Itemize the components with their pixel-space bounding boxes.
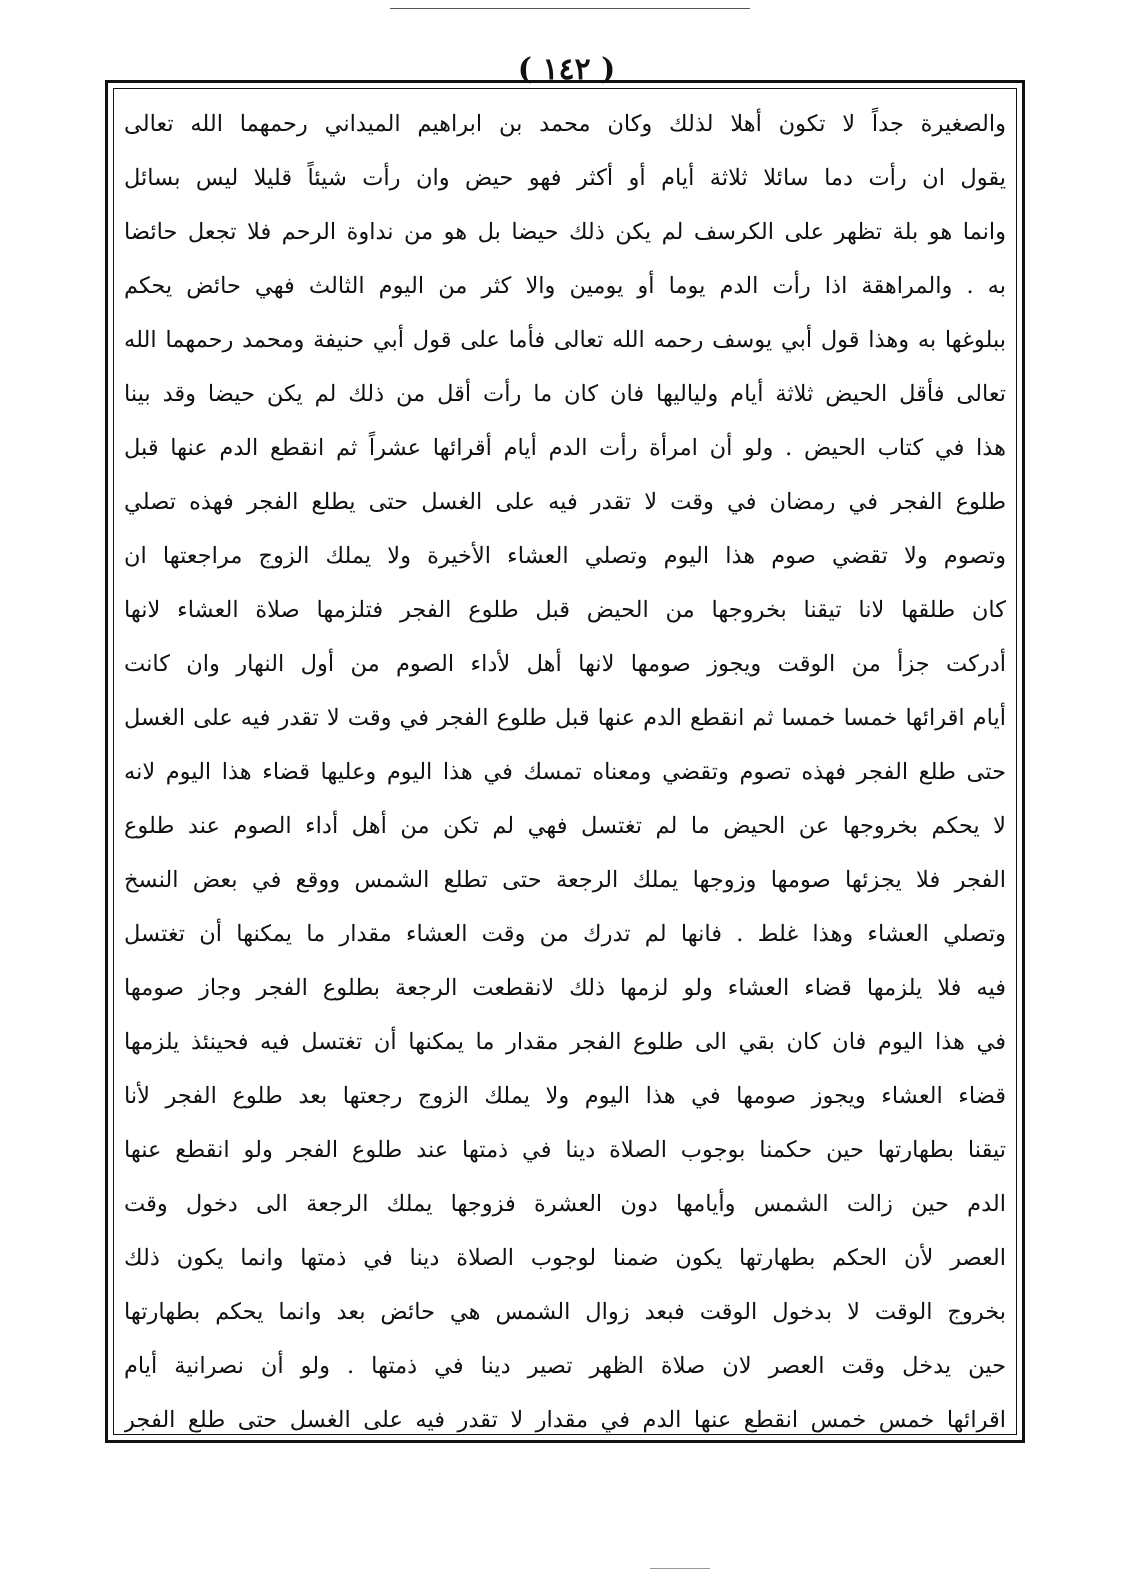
text-line-22: العصر لأن الحكم بطهارتها يكون ضمنا لوجوب الصلاة دينا في ذمتها وانما يكون ذلك [124, 1245, 1006, 1271]
text-line-20: تيقنا بطهارتها حين حكمنا بوجوب الصلاة دينا في ذمتها عند طلوع الفجر ولو انقطع عنها [124, 1137, 1006, 1163]
page-number: ( ١٤٢ ) [517, 52, 616, 87]
text-frame [105, 80, 1025, 1443]
text-line-1: والصغيرة جداً لا تكون أهلا لذلك وكان محمد بن ابراهيم الميداني رحمهما الله تعالى [124, 111, 1006, 137]
text-line-3: وانما هو بلة تظهر على الكرسف لم يكن ذلك حيضا بل هو من نداوة الرحم فلا تجعل حائضا [124, 219, 1006, 245]
text-line-19: قضاء العشاء ويجوز صومها في هذا اليوم ولا يملك الزوج رجعتها بعد طلوع الفجر لأنا [124, 1083, 1006, 1109]
text-line-9: وتصوم ولا تقضي صوم هذا اليوم وتصلي العشاء الأخيرة ولا يملك الزوج مراجعتها ان [124, 543, 1006, 569]
text-line-21: الدم حين زالت الشمس وأيامها دون العشرة فزوجها يملك الرجعة الى دخول وقت [124, 1191, 1006, 1217]
text-line-7: هذا في كتاب الحيض . ولو أن امرأة رأت الدم أيام أقرائها عشراً ثم انقطع الدم عنها قبل [124, 435, 1006, 461]
text-line-17: فيه فلا يلزمها قضاء العشاء ولو لزمها ذلك لانقطعت الرجعة بطلوع الفجر وجاز صومها [124, 975, 1006, 1001]
body-text [124, 97, 1006, 1447]
text-line-2: يقول ان رأت دما سائلا ثلاثة أيام أو أكثر فهو حيض وان رأت شيئاً قليلا ليس بسائل [124, 165, 1006, 191]
text-line-24: حين يدخل وقت العصر لان صلاة الظهر تصير دينا في ذمتها . ولو أن نصرانية أيام [124, 1353, 1006, 1379]
text-line-10: كان طلقها لانا تيقنا بخروجها من الحيض قبل طلوع الفجر فتلزمها صلاة العشاء لانها [124, 597, 1006, 623]
text-line-25: اقرائها خمس خمس انقطع عنها الدم في مقدار لا تقدر فيه على الغسل حتى طلع الفجر [124, 1407, 1006, 1433]
text-line-8: طلوع الفجر في رمضان في وقت لا تقدر فيه على الغسل حتى يطلع الفجر فهذه تصلي [124, 489, 1006, 515]
text-line-5: ببلوغها به وهذا قول أبي يوسف رحمه الله تعالى فأما على قول أبي حنيفة ومحمد رحمهما الله [124, 327, 1006, 353]
text-line-6: تعالى فأقل الحيض ثلاثة أيام ولياليها فان كان ما رأت أقل من ذلك لم يكن حيضا وقد بينا [124, 381, 1006, 407]
text-line-14: لا يحكم بخروجها عن الحيض ما لم تغتسل فهي لم تكن من أهل أداء الصوم عند طلوع [124, 813, 1006, 839]
bottom-mark [650, 1568, 710, 1569]
text-line-15: الفجر فلا يجزئها صومها وزوجها يملك الرجعة حتى تطلع الشمس ووقع في بعض النسخ [124, 867, 1006, 893]
text-line-12: أيام اقرائها خمسا خمسا ثم انقطع الدم عنها قبل طلوع الفجر في وقت لا تقدر فيه على الغسل [124, 705, 1006, 731]
text-line-18: في هذا اليوم فان كان بقي الى طلوع الفجر مقدار ما يمكنها أن تغتسل فيه فحينئذ يلزمها [124, 1029, 1006, 1055]
text-line-11: أدركت جزأ من الوقت ويجوز صومها لانها أهل لأداء الصوم من أول النهار وان كانت [124, 651, 1006, 677]
text-line-4: به . والمراهقة اذا رأت الدم يوما أو يومين والا كثر من اليوم الثالث فهي حائض يحكم [124, 273, 1006, 299]
top-rule [390, 8, 750, 9]
text-line-23: بخروج الوقت لا بدخول الوقت فبعد زوال الشمس هي حائض بعد وانما يحكم بطهارتها [124, 1299, 1006, 1325]
text-line-16: وتصلي العشاء وهذا غلط . فانها لم تدرك من وقت العشاء مقدار ما يمكنها أن تغتسل [124, 921, 1006, 947]
text-line-13: حتى طلع الفجر فهذه تصوم وتقضي ومعناه تمسك في هذا اليوم وعليها قضاء هذا اليوم لانه [124, 759, 1006, 785]
